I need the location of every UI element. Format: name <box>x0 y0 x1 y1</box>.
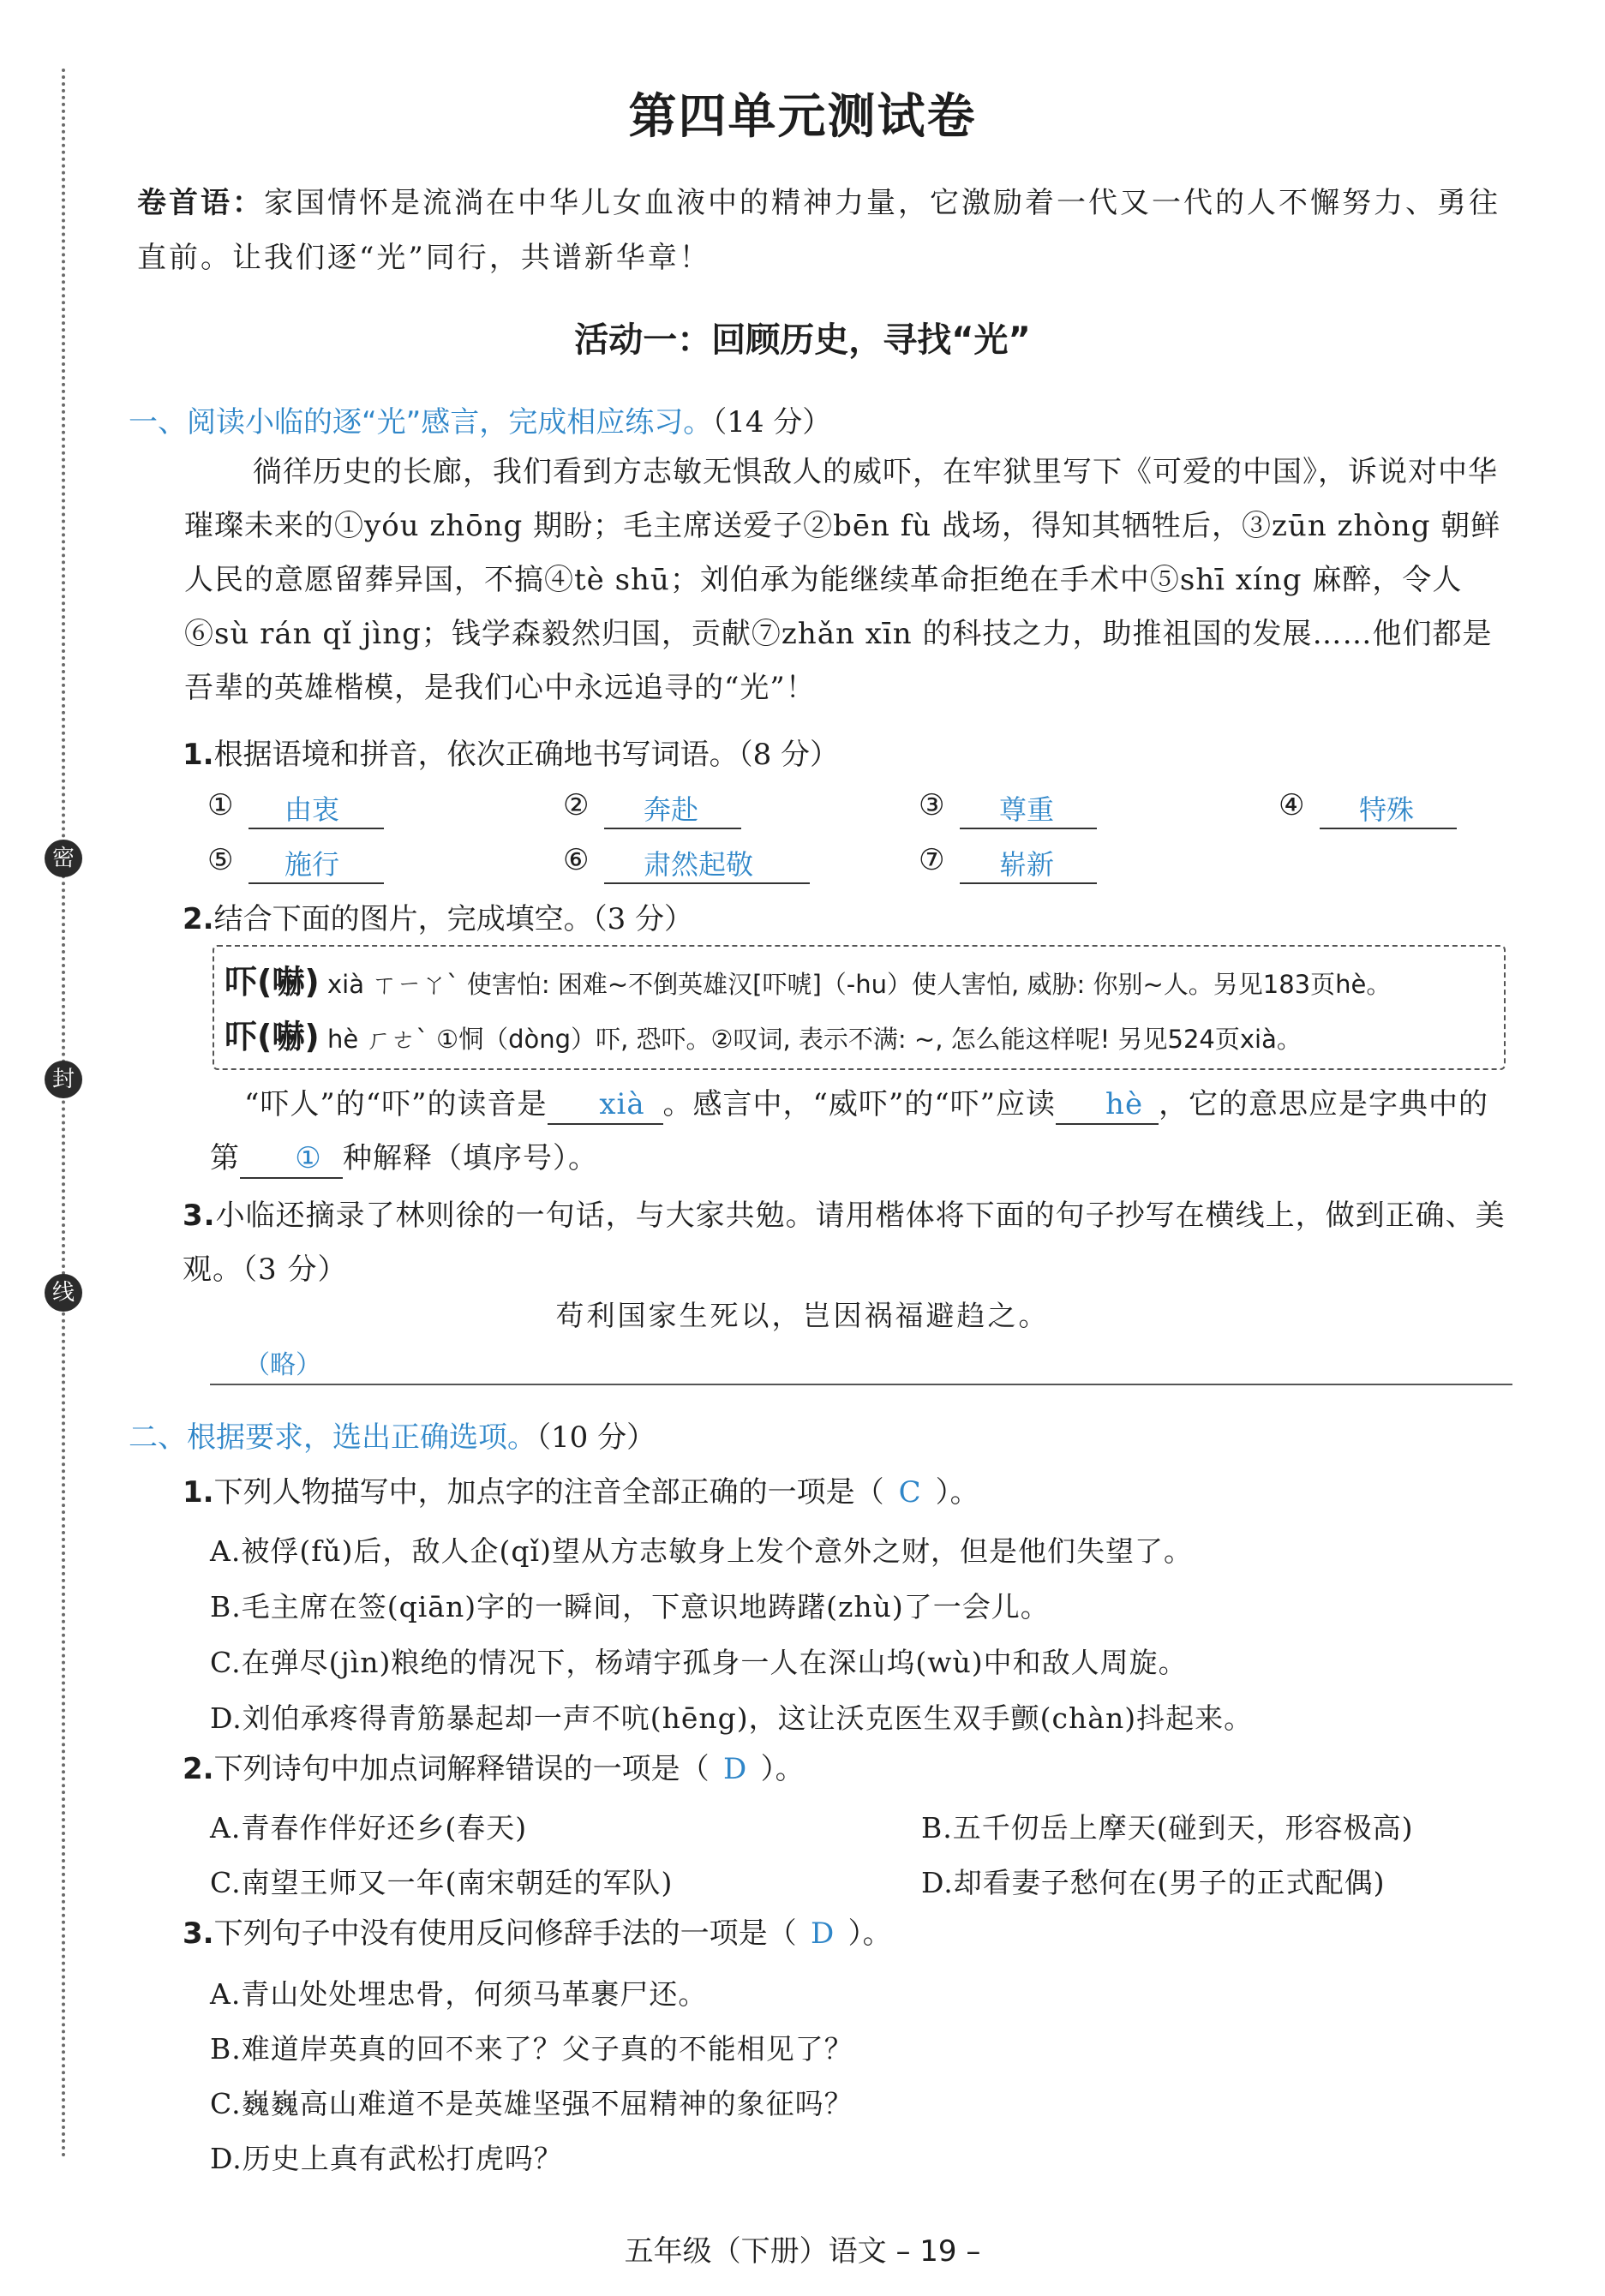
s2-q2-option-c[interactable]: C.南望王师又一年(南宋朝廷的军队) <box>210 1866 674 1899</box>
answer-blank-1[interactable] <box>207 785 384 829</box>
s2-q3-option-b[interactable]: B.难道岸英真的回不来了？父子真的不能相见了？ <box>210 2032 853 2066</box>
fill-blank-3[interactable]: ① <box>240 1139 343 1179</box>
section2-title-text: 二、根据要求，选出正确选项。 <box>129 1420 536 1455</box>
s2-q1-number: 1. <box>183 1475 214 1510</box>
s1-q3-text: 小临还摘录了林则徐的一句话，与大家共勉。请用楷体将下面的句子抄写在横线上，做到正确、美观。（3 分） <box>183 1199 1506 1287</box>
fill-text-3: ，它的意思应是字典中的第 <box>210 1087 1489 1175</box>
s2-q3-text: 下列句子中没有使用反问修辞手法的一项是（ <box>213 1916 797 1951</box>
blank-label-3: ③ <box>919 788 945 822</box>
blank-label-5: ⑤ <box>207 843 234 877</box>
blank-answer-4: 特殊 <box>1359 793 1415 826</box>
answer-blank-2[interactable] <box>563 785 741 829</box>
section2-title <box>129 1414 656 1456</box>
dict-head-1: 吓(嚇) <box>225 963 320 1001</box>
s2-q3-text-end: ）。 <box>847 1916 892 1951</box>
copy-answer: （略） <box>244 1350 321 1380</box>
s2-question-3 <box>183 1908 892 1959</box>
page-title: 第四单元测试卷 <box>628 88 977 145</box>
seal-char-xian: 线 <box>45 1274 82 1312</box>
s1-q3-number: 3. <box>183 1199 216 1233</box>
s2-q3-number: 3. <box>183 1916 214 1951</box>
s2-q3-option-a[interactable]: A.青山处处埋忠骨，何须马革裹尸还。 <box>210 1977 708 2011</box>
s2-q2-option-b[interactable]: B.五千仞岳上摩天(碰到天，形容极高) <box>921 1811 1414 1845</box>
blank-answer-5: 施行 <box>284 848 340 881</box>
section1-title-text: 一、阅读小临的逐“光”感言，完成相应练习。 <box>129 405 713 439</box>
blank-answer-3: 尊重 <box>999 793 1055 826</box>
s1-q2-number: 2. <box>183 902 214 936</box>
dict-body-2: hè ㄏㄜˋ ①恫（dòng）吓, 恐吓。②叹词, 表示不满: ~, 怎么能这样呢! 另见524页xià。 <box>326 1025 1302 1054</box>
answer-blank-6[interactable] <box>563 840 810 884</box>
intro-label: 卷首语： <box>137 186 264 220</box>
s2-q3-option-d[interactable]: D.历史上真有武松打虎吗？ <box>210 2142 563 2175</box>
answer-blank-5[interactable] <box>207 840 384 884</box>
s2-q1-text: 下列人物描写中，加点字的注音全部正确的一项是（ <box>213 1475 884 1510</box>
s2-q2-answer[interactable]: D <box>722 1752 747 1786</box>
answer-blank-3[interactable] <box>919 785 1097 829</box>
fill-text-2: 。感言中，“威吓”的“吓”应读 <box>662 1087 1057 1121</box>
blank-answer-2: 奔赴 <box>644 793 699 826</box>
s2-q2-option-d[interactable]: D.却看妻子愁何在(男子的正式配偶) <box>921 1866 1386 1899</box>
s1-question-2 <box>183 894 693 945</box>
s2-q2-number: 2. <box>183 1752 214 1786</box>
fill-text-1: “吓人”的“吓”的读音是 <box>244 1087 548 1121</box>
s2-q1-option-a[interactable]: A.被俘(fǔ)后，敌人企(qǐ)望从方志敏身上发个意外之财，但是他们失望了。 <box>210 1534 1193 1568</box>
s2-q3-answer[interactable]: D <box>810 1916 835 1951</box>
s2-q2-option-a[interactable]: A.青春作伴好还乡(春天) <box>210 1811 528 1845</box>
seal-char-mi: 密 <box>45 840 82 877</box>
answer-blank-7[interactable] <box>919 840 1097 884</box>
s2-question-2 <box>183 1743 805 1795</box>
s2-q1-answer[interactable]: C <box>898 1475 921 1510</box>
s2-q1-text-end: ）。 <box>935 1475 979 1510</box>
blank-answer-7: 崭新 <box>999 848 1055 881</box>
s2-q1-option-b[interactable]: B.毛主席在签(qiān)字的一瞬间，下意识地踌躇(zhù)了一会儿。 <box>210 1590 1050 1623</box>
s2-q3-option-c[interactable]: C.巍巍高山难道不是英雄坚强不屈精神的象征吗？ <box>210 2087 853 2120</box>
intro-paragraph <box>137 176 1517 285</box>
seal-char-feng: 封 <box>45 1061 82 1098</box>
s1-q1-number: 1. <box>183 738 214 772</box>
s2-q2-text: 下列诗句中加点词解释错误的一项是（ <box>213 1752 710 1786</box>
intro-text: 家国情怀是流淌在中华儿女血液中的精神力量，它激励着一代又一代的人不懈努力、勇往直前。让我们逐“光”同行，共谱新华章！ <box>137 186 1500 275</box>
fill-text-4: 种解释（填序号）。 <box>343 1141 598 1175</box>
reading-passage: 徜徉历史的长廊，我们看到方志敏无惧敌人的威吓，在牢狱里写下《可爱的中国》，诉说对中华璀璨未来的①yóu zhōng 期盼；毛主席送爱子②bēn fù 战场，得知其牺牲后，③zūn zhòng 朝鲜人民的意愿留葬异国，不搞④tè shū；刘伯承为能继续革命拒绝在手术中⑤shī xíng 麻醉，令人⑥sù rán qǐ jìng；钱学森毅然归国，贡献⑦zhǎn xīn 的科技之力，助推祖国的发展……他们都是吾辈的英雄楷模，是我们心中永远追寻的“光”！ <box>184 455 1501 705</box>
blank-answer-1: 由衷 <box>284 793 340 826</box>
fill-blank-1[interactable]: xià <box>548 1085 663 1125</box>
dictionary-excerpt <box>213 945 1506 1070</box>
page-footer: 五年级（下册）语文 – 19 – <box>624 2234 981 2269</box>
s2-q1-option-c[interactable]: C.在弹尽(jìn)粮绝的情况下，杨靖宇孤身一人在深山坞(wù)中和敌人周旋。 <box>210 1646 1188 1679</box>
s1-question-3 <box>183 1189 1519 1297</box>
answer-blank-4[interactable] <box>1279 785 1457 829</box>
s1-q1-text: 根据语境和拼音，依次正确地书写词语。（8 分） <box>213 738 840 772</box>
fill-blank-2[interactable]: hè <box>1056 1085 1159 1125</box>
activity-title: 活动一：回顾历史，寻找“光” <box>574 320 1031 360</box>
dict-entry-xia <box>225 955 1391 1002</box>
blank-label-2: ② <box>563 788 590 822</box>
copy-writing-line[interactable] <box>210 1384 1512 1385</box>
dict-entry-he <box>225 1010 1302 1057</box>
blank-label-4: ④ <box>1279 788 1305 822</box>
section2-points: （10 分） <box>536 1420 656 1455</box>
binding-dotted-line <box>62 69 65 2159</box>
blank-label-6: ⑥ <box>563 843 590 877</box>
copy-sentence: 苟利国家生死以，岂因祸福避趋之。 <box>555 1299 1050 1332</box>
s2-q1-option-d[interactable]: D.刘伯承疼得青筋暴起却一声不吭(hēng)，这让沃克医生双手颤(chàn)抖起来。 <box>210 1701 1254 1735</box>
s1-q2-text: 结合下面的图片，完成填空。（3 分） <box>213 902 694 936</box>
blank-answer-6: 肃然起敬 <box>644 848 754 881</box>
s1-question-1 <box>183 729 839 780</box>
blank-label-1: ① <box>207 788 234 822</box>
dict-head-2: 吓(嚇) <box>225 1018 320 1055</box>
section1-points: （14 分） <box>712 405 832 439</box>
s2-q2-text-end: ）。 <box>760 1752 805 1786</box>
s2-question-1 <box>183 1467 979 1518</box>
s1-q2-fill-paragraph <box>210 1078 1517 1186</box>
blank-label-7: ⑦ <box>919 843 945 877</box>
section1-title <box>129 398 831 440</box>
dict-body-1: xià ㄒㄧㄚˋ 使害怕: 困难~不倒英雄汉[吓唬]（-hu）使人害怕, 威胁: 你别~人。另见183页hè。 <box>326 970 1392 999</box>
